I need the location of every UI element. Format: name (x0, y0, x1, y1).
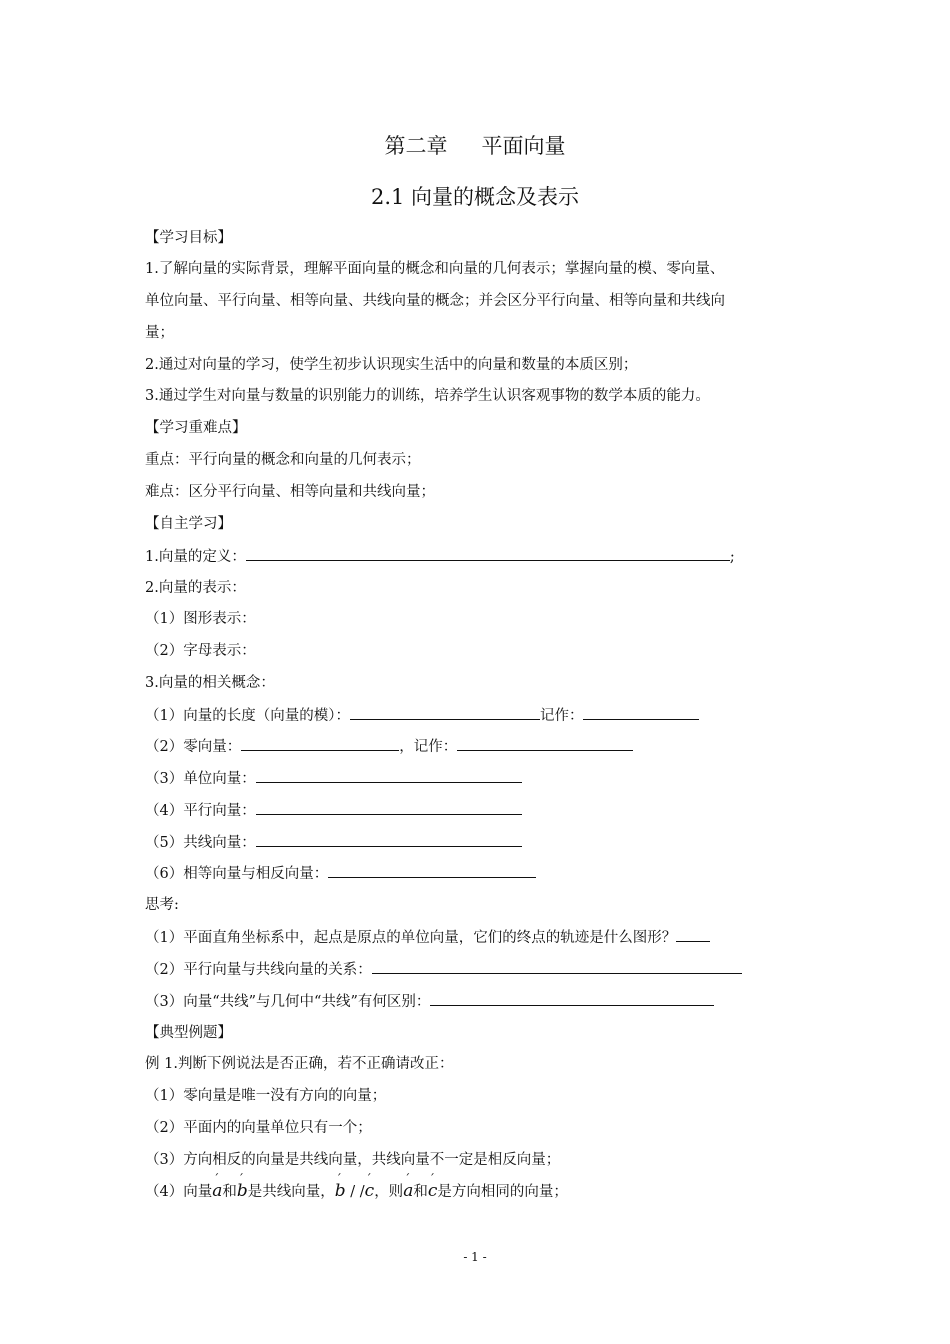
vector-a: ˊ a (403, 1181, 413, 1201)
think-heading: 思考: (145, 897, 179, 913)
question-1: 1.向量的定义： ; (145, 546, 735, 567)
answer-blank[interactable] (256, 800, 522, 815)
question-3: 3.向量的相关概念： (145, 675, 275, 691)
self-study-heading: 【自主学习】 (145, 516, 232, 532)
think-1: （1）平面直角坐标系中，起点是原点的单位向量，它们的终点的轨迹是什么图形？ (145, 927, 710, 948)
goal-1-line-a: 1.了解向量的实际背景，理解平面向量的概念和向量的几何表示；掌握向量的模、零向量、 (145, 261, 725, 277)
answer-blank[interactable] (256, 768, 522, 783)
answer-blank[interactable] (246, 546, 730, 561)
page-number: - 1 - (463, 1250, 487, 1264)
goal-2: 2.通过对向量的学习，使学生初步认识现实生活中的向量和数量的本质区别； (145, 357, 638, 373)
question-2-1: （1）图形表示： (145, 611, 256, 627)
goal-1-line-b: 单位向量、平行向量、相等向量、共线向量的概念；并会区分平行向量、相等向量和共线向 (145, 293, 725, 309)
answer-blank[interactable] (457, 736, 633, 751)
question-2: 2.向量的表示： (145, 580, 246, 596)
section-title: 2.1 向量的概念及表示 (370, 185, 580, 209)
chapter-title (0, 130, 950, 160)
answer-blank[interactable] (430, 991, 714, 1006)
example-1-item-2: （2）平面内的向量单位只有一个； (145, 1120, 372, 1136)
answer-blank[interactable] (256, 832, 522, 847)
example-1-item-3: （3）方向相反的向量是共线向量，共线向量不一定是相反向量； (145, 1152, 561, 1168)
vector-c: ˊ c (428, 1181, 438, 1201)
answer-blank[interactable] (676, 927, 710, 942)
key-points-heading: 【学习重难点】 (145, 420, 247, 436)
concept-4: （4）平行向量： (145, 800, 522, 821)
vector-c: ˊ c (365, 1181, 375, 1201)
think-3: （3）向量“共线”与几何中“共线”有何区别： (145, 991, 714, 1012)
examples-heading: 【典型例题】 (145, 1025, 232, 1041)
vector-a: ˊ a (212, 1181, 222, 1201)
answer-blank[interactable] (350, 705, 540, 720)
goal-3: 3.通过学生对向量与数量的识别能力的训练，培养学生认识客观事物的数学本质的能力。 (145, 388, 710, 404)
concept-6: （6）相等向量与相反向量： (145, 863, 536, 884)
concept-5: （5）共线向量： (145, 832, 522, 853)
concept-2: （2）零向量： ，记作： (145, 736, 633, 757)
key-focus: 重点：平行向量的概念和向量的几何表示； (145, 452, 421, 468)
example-1-item-1: （1）零向量是唯一没有方向的向量； (145, 1088, 387, 1104)
goals-heading: 【学习目标】 (145, 230, 232, 246)
goal-1-line-c: 量； (145, 325, 174, 341)
answer-blank[interactable] (372, 959, 742, 974)
key-difficulty: 难点：区分平行向量、相等向量和共线向量； (145, 484, 435, 500)
think-2: （2）平行向量与共线向量的关系： (145, 959, 742, 980)
concept-1: （1）向量的长度（向量的模）： 记作： (145, 705, 699, 726)
chapter-name: 平面向量 (481, 134, 566, 158)
example-1-item-4: （4）向量ˊ a和ˊ b是共线向量，ˊ b / /ˊ c，则ˊ a和ˊ c是方向相同的向量； (145, 1181, 568, 1202)
vector-b: ˊ b (237, 1181, 248, 1201)
question-2-2: （2）字母表示： (145, 643, 256, 659)
answer-blank[interactable] (241, 736, 399, 751)
answer-blank[interactable] (328, 863, 536, 878)
vector-b: ˊ b (335, 1181, 346, 1201)
concept-3: （3）单位向量： (145, 768, 522, 789)
example-1: 例 1.判断下例说法是否正确，若不正确请改正： (145, 1056, 454, 1072)
chapter-number: 第二章 (384, 134, 448, 158)
answer-blank[interactable] (583, 705, 699, 720)
